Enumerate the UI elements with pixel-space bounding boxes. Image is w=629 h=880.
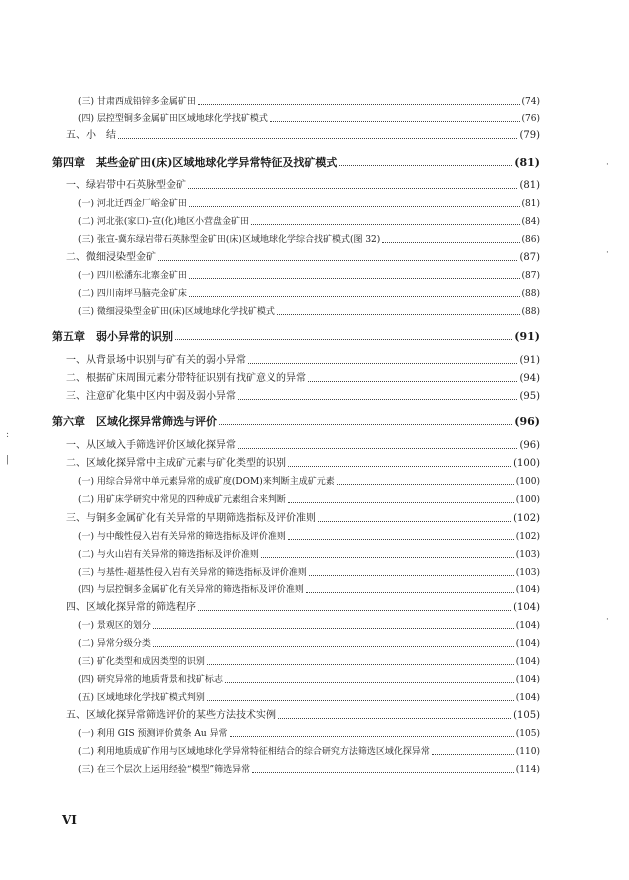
toc-dot-leader <box>248 363 517 364</box>
toc-entry-title: 四、区域化探异常的筛选程序 <box>66 602 196 613</box>
toc-entry-page: (104) <box>515 585 540 595</box>
toc-dot-leader <box>189 206 520 207</box>
toc-dot-leader <box>207 664 514 665</box>
toc-entry <box>78 746 540 758</box>
toc-entry-page: (100) <box>515 495 540 505</box>
toc-entry <box>78 584 540 596</box>
scan-mark: · <box>606 248 609 258</box>
toc-entry <box>78 692 540 704</box>
toc-dot-leader <box>288 502 514 503</box>
toc-entry-title: (三) 张宣-冀东绿岩带石英脉型金矿田(床)区域地球化学综合找矿模式(图 32) <box>78 235 381 245</box>
toc-entry-page: (96) <box>514 415 540 428</box>
toc-entry-page: (100) <box>515 477 540 487</box>
toc-entry-title: 二、区域化探异常中主成矿元素与矿化类型的识别 <box>66 458 286 469</box>
toc-entry-page: (110) <box>515 747 540 757</box>
toc-entry-page: (95) <box>519 391 540 402</box>
toc-entry-title: (一) 四川松潘东北寨金矿田 <box>78 271 187 281</box>
toc-entry-title: (三) 与基性-超基性侵入岩有关异常的筛选指标及评价准则 <box>78 568 307 578</box>
toc-dot-leader <box>251 224 520 225</box>
toc-entry <box>78 567 540 579</box>
toc-dot-leader <box>153 646 514 647</box>
toc-entry <box>66 391 540 403</box>
toc-dot-leader <box>288 466 511 467</box>
toc-entry-page: (103) <box>515 550 540 560</box>
toc-entry-title: (一) 景观区的划分 <box>78 621 151 631</box>
toc-dot-leader <box>153 628 514 629</box>
toc-entry-title: (三) 矿化类型和成因类型的识别 <box>78 657 205 667</box>
toc-entry <box>78 638 540 650</box>
toc-entry <box>78 234 540 246</box>
toc-dot-leader <box>306 592 514 593</box>
toc-entry-page: (94) <box>519 373 540 384</box>
toc-dot-leader <box>308 381 517 382</box>
toc-entry-title: (二) 利用地质成矿作用与区域地球化学异常特征相结合的综合研究方法筛选区域化探异常 <box>78 747 430 757</box>
toc-entry <box>78 728 540 740</box>
toc-entry-title: 五、小 结 <box>66 130 116 141</box>
toc-dot-leader <box>382 242 519 243</box>
toc-entry-title: 第五章 弱小异常的识别 <box>52 330 173 343</box>
toc-entry <box>78 494 540 506</box>
toc-entry-title: (一) 与中酸性侵入岩有关异常的筛选指标及评价准则 <box>78 532 286 542</box>
toc-entry-title: 一、绿岩带中石英脉型金矿 <box>66 180 186 191</box>
toc-entry <box>66 513 540 525</box>
toc-entry-title: (五) 区域地球化学找矿模式判别 <box>78 693 205 703</box>
toc-entry-title: 二、微细浸染型金矿 <box>66 252 156 263</box>
toc-entry-title: (二) 河北张(家口)-宣(化)地区小营盘金矿田 <box>78 217 249 227</box>
toc-entry <box>66 710 540 722</box>
toc-dot-leader <box>219 424 512 425</box>
toc-entry <box>66 130 540 142</box>
toc-entry-title: (一) 用综合异常中单元素异常的成矿度(DOM)来判断主成矿元素 <box>78 477 335 487</box>
toc-entry-page: (104) <box>515 621 540 631</box>
toc-entry-page: (103) <box>515 568 540 578</box>
toc-entry-title: (二) 异常分级分类 <box>78 639 151 649</box>
toc-dot-leader <box>207 700 514 701</box>
scan-mark: : <box>6 430 10 440</box>
toc-entry <box>78 288 540 300</box>
toc-entry-page: (102) <box>513 513 540 524</box>
scan-mark: | <box>6 455 10 465</box>
toc-dot-leader <box>277 314 520 315</box>
toc-dot-leader <box>339 165 512 166</box>
toc-dot-leader <box>230 736 514 737</box>
toc-entry-page: (74) <box>521 97 540 107</box>
toc-entry-page: (91) <box>519 355 540 366</box>
toc-dot-leader <box>225 682 514 683</box>
toc-entry <box>78 620 540 632</box>
toc-dot-leader <box>188 188 517 189</box>
toc-entry <box>78 656 540 668</box>
toc-entry <box>78 764 540 776</box>
toc-entry-page: (87) <box>519 252 540 263</box>
toc-entry-page: (79) <box>519 130 540 141</box>
toc-dot-leader <box>189 296 520 297</box>
toc-dot-leader <box>337 484 514 485</box>
toc-dot-leader <box>118 138 517 139</box>
toc-entry-page: (104) <box>515 693 540 703</box>
toc-entry-page: (105) <box>515 729 540 739</box>
toc-entry <box>78 531 540 543</box>
toc-entry-title: 三、注意矿化集中区内中弱及弱小异常 <box>66 391 236 402</box>
toc-entry-title: (二) 四川南坪马脑壳金矿床 <box>78 289 187 299</box>
toc-entry-page: (81) <box>514 156 540 169</box>
toc-chapter <box>52 157 540 169</box>
toc-dot-leader <box>198 104 520 105</box>
page-folio: VI <box>62 813 77 827</box>
toc-entry-title: (一) 河北迁西金厂峪金矿田 <box>78 199 187 209</box>
toc-entry-title: 五、区域化探异常筛选评价的某些方法技术实例 <box>66 710 276 721</box>
toc-entry-page: (81) <box>519 180 540 191</box>
toc-entry <box>78 113 540 125</box>
toc-chapter <box>52 416 540 428</box>
toc-entry <box>78 96 540 108</box>
toc-entry <box>66 458 540 470</box>
toc-entry-page: (86) <box>521 235 540 245</box>
toc-entry-page: (91) <box>514 330 540 343</box>
toc-entry <box>78 549 540 561</box>
scan-mark: · <box>606 615 609 625</box>
toc-entry <box>66 180 540 192</box>
toc-entry-title: (三) 微细浸染型金矿田(床)区域地球化学找矿模式 <box>78 307 275 317</box>
toc-entry-page: (102) <box>515 532 540 542</box>
toc-dot-leader <box>238 399 517 400</box>
toc-entry <box>66 602 540 614</box>
toc-entry-title: 二、根据矿床周围元素分带特征识别有找矿意义的异常 <box>66 373 306 384</box>
toc-entry <box>78 216 540 228</box>
toc-entry-page: (84) <box>521 217 540 227</box>
toc-dot-leader <box>278 718 511 719</box>
toc-entry-title: (一) 利用 GIS 预测评价黄条 Au 异常 <box>78 729 228 739</box>
toc-dot-leader <box>189 278 520 279</box>
toc-entry-title: (三) 在三个层次上运用经验“模型”筛选异常 <box>78 765 251 775</box>
toc-entry <box>78 674 540 686</box>
toc-entry-title: (二) 用矿床学研究中常见的四种成矿元素组合来判断 <box>78 495 286 505</box>
toc-entry-page: (114) <box>515 765 540 775</box>
toc-dot-leader <box>261 557 514 558</box>
toc-entry-title: 一、从区域入手筛选评价区域化探异常 <box>66 440 236 451</box>
toc-entry-page: (87) <box>521 271 540 281</box>
toc-dot-leader <box>318 521 511 522</box>
toc-entry-title: 第四章 某些金矿田(床)区域地球化学异常特征及找矿模式 <box>52 156 338 169</box>
toc-entry-page: (88) <box>521 307 540 317</box>
toc-dot-leader <box>309 575 514 576</box>
toc-entry <box>78 306 540 318</box>
toc-entry-title: (三) 甘肃西成铅锌多金属矿田 <box>78 97 196 107</box>
toc-entry-title: (四) 层控型铜多金属矿田区域地球化学找矿模式 <box>78 114 268 124</box>
toc-entry-title: (四) 与层控铜多金属矿化有关异常的筛选指标及评价准则 <box>78 585 304 595</box>
toc-entry-page: (96) <box>519 440 540 451</box>
toc-entry-title: 三、与铜多金属矿化有关异常的早期筛选指标及评价准则 <box>66 513 316 524</box>
toc-dot-leader <box>432 754 514 755</box>
toc-entry-title: (二) 与火山岩有关异常的筛选指标及评价准则 <box>78 550 259 560</box>
toc-entry-page: (100) <box>513 458 540 469</box>
scan-mark: · <box>606 160 609 170</box>
toc-entry-title: (四) 研究异常的地质背景和找矿标志 <box>78 675 223 685</box>
toc-entry <box>78 270 540 282</box>
toc-entry-title: 第六章 区域化探异常筛选与评价 <box>52 415 217 428</box>
toc-dot-leader <box>270 121 520 122</box>
toc-entry-page: (104) <box>515 639 540 649</box>
toc-entry <box>66 440 540 452</box>
toc-entry <box>78 476 540 488</box>
toc-entry-page: (104) <box>513 602 540 613</box>
toc-dot-leader <box>238 448 517 449</box>
toc-entry-page: (104) <box>515 657 540 667</box>
toc-entry-page: (76) <box>521 114 540 124</box>
toc-dot-leader <box>252 772 514 773</box>
toc-entry-page: (104) <box>515 675 540 685</box>
toc-entry-page: (105) <box>513 710 540 721</box>
toc-entry <box>66 373 540 385</box>
toc-entry-page: (88) <box>521 289 540 299</box>
toc-entry-page: (81) <box>521 199 540 209</box>
toc-chapter <box>52 331 540 343</box>
toc-entry-title: 一、从背景场中识别与矿有关的弱小异常 <box>66 355 246 366</box>
toc-dot-leader <box>158 260 517 261</box>
toc-entry <box>66 252 540 264</box>
toc-dot-leader <box>288 539 514 540</box>
toc-entry <box>66 355 540 367</box>
toc-entry <box>78 198 540 210</box>
toc-dot-leader <box>175 339 512 340</box>
toc-dot-leader <box>198 610 511 611</box>
